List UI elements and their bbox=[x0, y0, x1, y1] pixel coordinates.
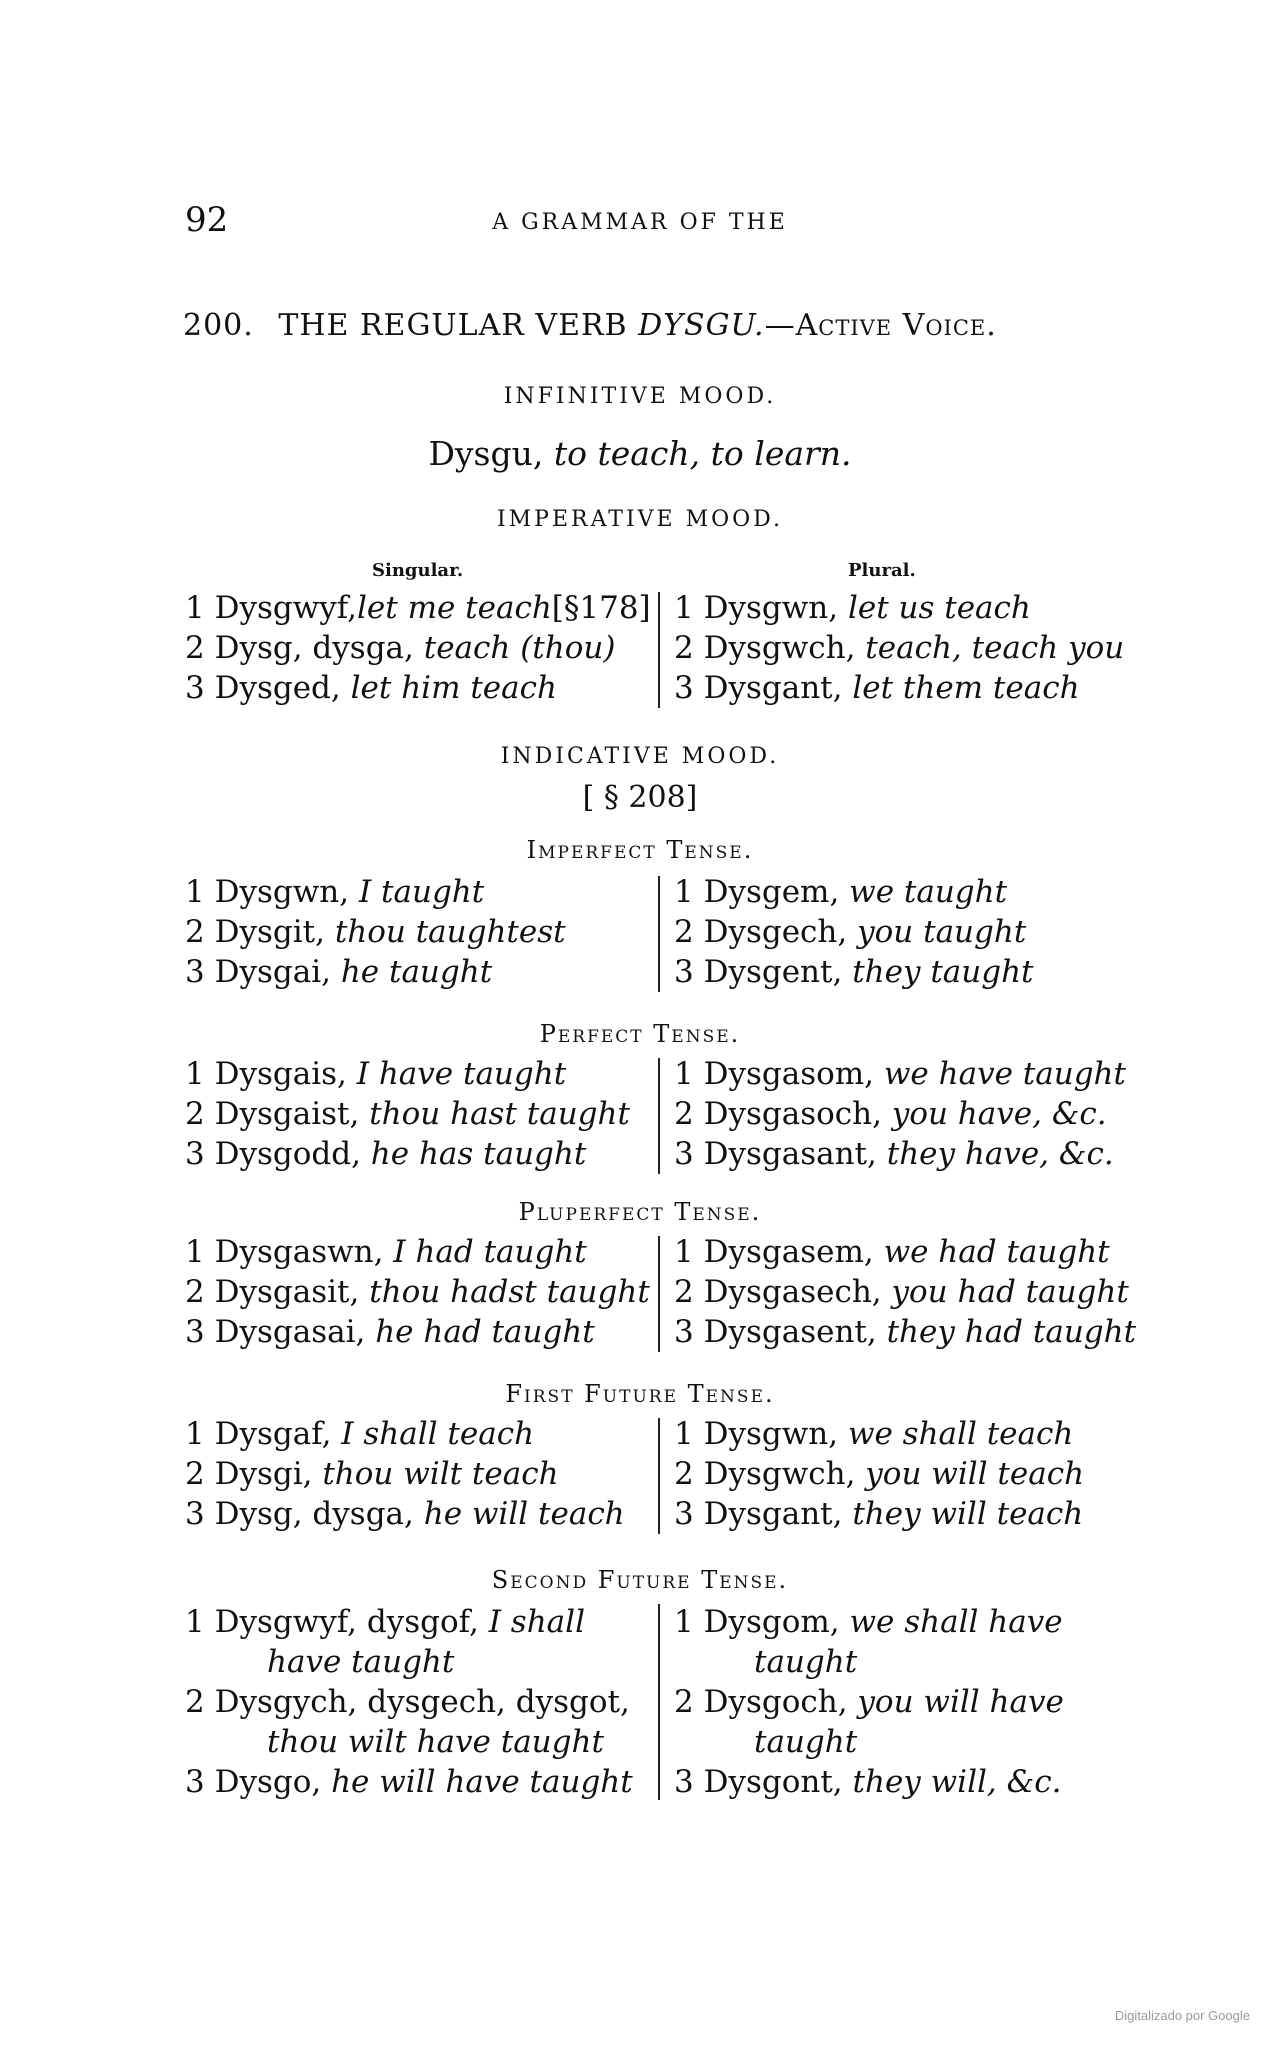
infinitive-line bbox=[0, 434, 1280, 473]
list-item bbox=[674, 1312, 1136, 1352]
first-future-singular bbox=[185, 1414, 625, 1534]
verb-form: Dysg, dysga, bbox=[214, 1496, 414, 1532]
section-dash: — bbox=[764, 308, 796, 343]
infinitive-meaning: to teach, to learn. bbox=[553, 434, 852, 473]
list-item bbox=[185, 1414, 625, 1454]
person-number: 1 bbox=[185, 874, 205, 910]
running-head: A GRAMMAR OF THE bbox=[492, 210, 788, 235]
verb-form: Dysgai, bbox=[214, 954, 331, 990]
section-voice: Active Voice. bbox=[795, 308, 997, 343]
imperfect-plural bbox=[674, 872, 1034, 992]
person-number: 1 bbox=[185, 1234, 205, 1270]
verb-meaning: have taught bbox=[267, 1644, 455, 1680]
list-item bbox=[674, 588, 1124, 628]
person-number: 1 bbox=[185, 1416, 205, 1452]
person-number: 2 bbox=[185, 630, 205, 666]
verb-form: Dysgwn, bbox=[214, 874, 350, 910]
person-number: 2 bbox=[674, 1456, 694, 1492]
verb-form: Dysgasem, bbox=[703, 1234, 874, 1270]
list-item bbox=[185, 952, 566, 992]
verb-meaning: you taught bbox=[857, 914, 1027, 950]
list-item bbox=[674, 1094, 1126, 1134]
verb-form: Dysgasent, bbox=[703, 1314, 877, 1350]
verb-form: Dysged, bbox=[214, 670, 341, 706]
list-item-continuation bbox=[674, 1642, 1064, 1682]
list-item bbox=[185, 588, 651, 628]
verb-form: Dysgwyf, dysgof, bbox=[214, 1604, 479, 1640]
verb-form: Dysgwn, bbox=[703, 590, 839, 626]
person-number: 2 bbox=[185, 1456, 205, 1492]
verb-meaning: I have taught bbox=[356, 1056, 567, 1092]
indicative-reference: [ § 208] bbox=[582, 780, 698, 815]
section-verb: DYSGU. bbox=[638, 308, 765, 343]
list-item bbox=[674, 668, 1124, 708]
verb-form: Dysgech, bbox=[703, 914, 848, 950]
verb-meaning: taught bbox=[754, 1724, 858, 1760]
column-divider bbox=[658, 1236, 660, 1352]
verb-form: Dysgent, bbox=[703, 954, 843, 990]
verb-meaning: let me teach bbox=[357, 590, 552, 626]
verb-meaning: thou wilt teach bbox=[322, 1456, 559, 1492]
list-item bbox=[185, 1494, 625, 1534]
imperfect-heading: Imperfect Tense. bbox=[526, 836, 754, 864]
column-divider bbox=[658, 592, 660, 708]
infinitive-heading: INFINITIVE MOOD. bbox=[503, 384, 777, 409]
list-item bbox=[185, 1094, 630, 1134]
column-divider bbox=[658, 876, 660, 992]
verb-form: Dysgasom, bbox=[703, 1056, 875, 1092]
person-number: 1 bbox=[674, 874, 694, 910]
section-number: 200. bbox=[183, 308, 254, 343]
verb-meaning: teach, teach you bbox=[865, 630, 1125, 666]
section-title-text: THE REGULAR VERB bbox=[278, 308, 628, 343]
verb-form: Dysgant, bbox=[703, 1496, 843, 1532]
person-number: 3 bbox=[674, 1314, 694, 1350]
pluperfect-heading: Pluperfect Tense. bbox=[518, 1198, 762, 1226]
verb-meaning: you will teach bbox=[865, 1456, 1085, 1492]
person-number: 3 bbox=[674, 1764, 694, 1800]
verb-meaning: I shall teach bbox=[341, 1416, 535, 1452]
column-divider bbox=[658, 1058, 660, 1174]
list-item bbox=[185, 1272, 650, 1312]
list-item bbox=[674, 912, 1034, 952]
verb-meaning: we had taught bbox=[883, 1234, 1110, 1270]
list-item bbox=[185, 1312, 650, 1352]
list-item bbox=[185, 912, 566, 952]
verb-meaning: we have taught bbox=[883, 1056, 1126, 1092]
verb-meaning: you have, &c. bbox=[891, 1096, 1107, 1132]
list-item bbox=[674, 872, 1034, 912]
person-number: 3 bbox=[674, 954, 694, 990]
verb-form: Dysgasoch, bbox=[703, 1096, 882, 1132]
pluperfect-singular bbox=[185, 1232, 650, 1352]
verb-form: Dysgasit, bbox=[214, 1274, 360, 1310]
list-item bbox=[674, 1454, 1084, 1494]
list-item-continuation bbox=[185, 1642, 633, 1682]
person-number: 3 bbox=[185, 670, 205, 706]
verb-meaning: thou hast taught bbox=[369, 1096, 630, 1132]
verb-meaning: he had taught bbox=[375, 1314, 595, 1350]
section-reference: [§178] bbox=[551, 590, 651, 626]
list-item bbox=[674, 1134, 1126, 1174]
imperfect-singular bbox=[185, 872, 566, 992]
list-item bbox=[674, 1272, 1136, 1312]
verb-meaning: he will teach bbox=[423, 1496, 625, 1532]
verb-form: Dysgom, bbox=[703, 1604, 840, 1640]
verb-form: Dysgwn, bbox=[703, 1416, 839, 1452]
person-number: 3 bbox=[185, 1764, 205, 1800]
verb-meaning: they will teach bbox=[852, 1496, 1084, 1532]
plural-label: Plural. bbox=[848, 560, 916, 581]
verb-meaning: they will, &c. bbox=[852, 1764, 1062, 1800]
list-item bbox=[674, 1602, 1064, 1642]
person-number: 1 bbox=[674, 1604, 694, 1640]
verb-meaning: they have, &c. bbox=[886, 1136, 1114, 1172]
indicative-heading: INDICATIVE MOOD. bbox=[500, 744, 780, 769]
person-number: 3 bbox=[674, 670, 694, 706]
verb-form: Dysgasai, bbox=[214, 1314, 366, 1350]
verb-meaning: I taught bbox=[358, 874, 485, 910]
verb-meaning: let them teach bbox=[852, 670, 1080, 706]
list-item bbox=[674, 1682, 1064, 1722]
person-number: 3 bbox=[185, 1136, 205, 1172]
verb-form: Dysgo, bbox=[214, 1764, 322, 1800]
list-item bbox=[185, 1762, 633, 1802]
list-item bbox=[674, 1054, 1126, 1094]
verb-meaning: he taught bbox=[340, 954, 493, 990]
person-number: 3 bbox=[185, 1314, 205, 1350]
perfect-plural bbox=[674, 1054, 1126, 1174]
verb-meaning: let him teach bbox=[350, 670, 557, 706]
first-future-heading: First Future Tense. bbox=[505, 1380, 775, 1408]
verb-form: Dysgwch, bbox=[703, 630, 856, 666]
list-item bbox=[674, 628, 1124, 668]
person-number: 3 bbox=[674, 1136, 694, 1172]
person-number: 3 bbox=[674, 1496, 694, 1532]
verb-form: Dysgais, bbox=[214, 1056, 347, 1092]
column-divider bbox=[658, 1418, 660, 1534]
verb-form: Dysgoch, bbox=[703, 1684, 848, 1720]
verb-meaning: thou taughtest bbox=[334, 914, 566, 950]
imperative-plural bbox=[674, 588, 1124, 708]
list-item bbox=[185, 1232, 650, 1272]
list-item-continuation bbox=[185, 1722, 633, 1762]
verb-form: Dysgasant, bbox=[703, 1136, 877, 1172]
person-number: 2 bbox=[674, 630, 694, 666]
verb-form: Dysgit, bbox=[214, 914, 325, 950]
person-number: 2 bbox=[185, 914, 205, 950]
person-number: 3 bbox=[185, 1496, 205, 1532]
verb-form: Dysgwyf, bbox=[214, 590, 357, 626]
verb-form: Dysg, dysga, bbox=[214, 630, 414, 666]
verb-meaning: we shall have bbox=[849, 1604, 1063, 1640]
person-number: 2 bbox=[674, 1096, 694, 1132]
person-number: 2 bbox=[185, 1684, 205, 1720]
verb-form: Dysgant, bbox=[703, 670, 843, 706]
person-number: 3 bbox=[185, 954, 205, 990]
list-item bbox=[185, 1454, 625, 1494]
singular-label: Singular. bbox=[372, 560, 464, 581]
verb-form: Dysgi, bbox=[214, 1456, 313, 1492]
page-number: 92 bbox=[185, 200, 229, 240]
person-number: 1 bbox=[674, 1234, 694, 1270]
verb-meaning: they taught bbox=[852, 954, 1034, 990]
column-divider bbox=[658, 1604, 660, 1800]
verb-meaning: he will have taught bbox=[331, 1764, 633, 1800]
verb-meaning: thou wilt have taught bbox=[267, 1724, 604, 1760]
perfect-singular bbox=[185, 1054, 630, 1174]
list-item bbox=[674, 952, 1034, 992]
verb-meaning: I shall bbox=[488, 1604, 585, 1640]
list-item bbox=[674, 1762, 1064, 1802]
verb-form: Dysgodd, bbox=[214, 1136, 361, 1172]
section-title bbox=[183, 308, 997, 343]
verb-meaning: taught bbox=[754, 1644, 858, 1680]
verb-meaning: they had taught bbox=[886, 1314, 1137, 1350]
list-item bbox=[674, 1414, 1084, 1454]
person-number: 1 bbox=[185, 1604, 205, 1640]
list-item bbox=[674, 1232, 1136, 1272]
first-future-plural bbox=[674, 1414, 1084, 1534]
verb-meaning: let us teach bbox=[847, 590, 1031, 626]
verb-form: Dysgasech, bbox=[703, 1274, 882, 1310]
infinitive-word: Dysgu, bbox=[428, 434, 544, 473]
person-number: 2 bbox=[185, 1274, 205, 1310]
verb-form: Dysgem, bbox=[703, 874, 840, 910]
list-item-continuation bbox=[674, 1722, 1064, 1762]
verb-meaning: he has taught bbox=[370, 1136, 587, 1172]
verb-form: Dysgaist, bbox=[214, 1096, 360, 1132]
verb-meaning: thou hadst taught bbox=[369, 1274, 650, 1310]
perfect-heading: Perfect Tense. bbox=[539, 1020, 741, 1048]
person-number: 1 bbox=[185, 1056, 205, 1092]
list-item bbox=[185, 1134, 630, 1174]
list-item bbox=[185, 1682, 633, 1722]
second-future-singular bbox=[185, 1602, 633, 1802]
list-item bbox=[185, 1602, 633, 1642]
person-number: 2 bbox=[185, 1096, 205, 1132]
imperative-heading: IMPERATIVE MOOD. bbox=[496, 507, 784, 532]
person-number: 2 bbox=[674, 1274, 694, 1310]
list-item bbox=[674, 1494, 1084, 1534]
verb-meaning: teach (thou) bbox=[423, 630, 616, 666]
verb-form: Dysgont, bbox=[703, 1764, 843, 1800]
verb-meaning: we shall teach bbox=[847, 1416, 1074, 1452]
person-number: 1 bbox=[674, 590, 694, 626]
list-item bbox=[185, 628, 651, 668]
verb-meaning: we taught bbox=[849, 874, 1008, 910]
person-number: 1 bbox=[185, 590, 205, 626]
verb-meaning: you had taught bbox=[891, 1274, 1129, 1310]
list-item bbox=[185, 872, 566, 912]
verb-form: Dysgwch, bbox=[703, 1456, 856, 1492]
verb-form: Dysgaswn, bbox=[214, 1234, 384, 1270]
list-item bbox=[185, 1054, 630, 1094]
verb-meaning: you will have bbox=[857, 1684, 1064, 1720]
person-number: 1 bbox=[674, 1416, 694, 1452]
watermark: Digitalizado por Google bbox=[1114, 2008, 1250, 2023]
verb-form: Dysgaf, bbox=[214, 1416, 332, 1452]
list-item bbox=[185, 668, 651, 708]
verb-form: Dysgych, dysgech, dysgot, bbox=[214, 1684, 630, 1720]
person-number: 2 bbox=[674, 1684, 694, 1720]
second-future-heading: Second Future Tense. bbox=[491, 1566, 789, 1594]
imperative-singular bbox=[185, 588, 651, 708]
pluperfect-plural bbox=[674, 1232, 1136, 1352]
second-future-plural bbox=[674, 1602, 1064, 1802]
verb-meaning: I had taught bbox=[393, 1234, 587, 1270]
person-number: 2 bbox=[674, 914, 694, 950]
person-number: 1 bbox=[674, 1056, 694, 1092]
